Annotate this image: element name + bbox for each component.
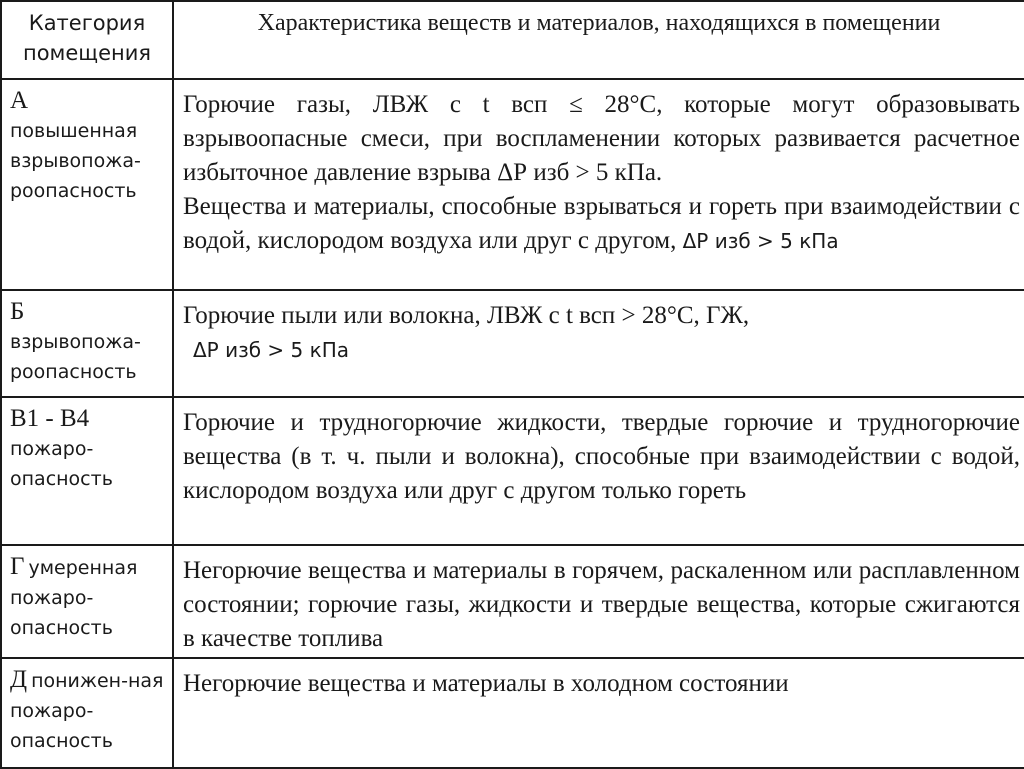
- table-row: [1, 290, 1024, 397]
- category-cell: [1, 545, 173, 658]
- characteristic-text: [183, 333, 1020, 367]
- category-cell: [1, 658, 173, 768]
- characteristic-cell: [173, 658, 1024, 768]
- characteristic-text: [183, 190, 1020, 258]
- pressure-condition: ΔР изб > 5 кПа: [682, 229, 839, 253]
- characteristic-text: Горючие газы, ЛВЖ с t всп ≤ 28°С, которые могут образовывать взрывоопасные смеси, при воспламенении которых развивается расчетное избыточное давление взрыва ΔР изб > 5 кПа.: [183, 91, 1020, 186]
- category-description: умеренная пожаро-опасность: [10, 557, 138, 639]
- category-description: пожаро-опасность: [10, 438, 113, 490]
- category-cell: [1, 290, 173, 397]
- header-category: Категория помещения: [1, 1, 173, 79]
- characteristic-text-part: Вещества и материалы, способные взрываться и гореть при взаимодействии с водой, кислородом воздуха или друг с другом,: [183, 193, 1020, 254]
- category-code: А: [10, 87, 29, 114]
- pressure-condition: ΔР изб > 5 кПа: [193, 338, 349, 362]
- category-description: взрывопожа-роопасность: [10, 331, 141, 383]
- table-row: [1, 545, 1024, 658]
- table-row: [1, 658, 1024, 768]
- characteristic-cell: [173, 290, 1024, 397]
- characteristic-cell: [173, 79, 1024, 290]
- category-cell: [1, 79, 173, 290]
- characteristic-text: Горючие и трудногорючие жидкости, твердые горючие и трудногорючие вещества (в т. ч. пыли и волокна), способные при взаимодействии с водой, кислородом воздуха или друг с другом только гореть: [183, 409, 1020, 504]
- table-row: [1, 79, 1024, 290]
- table-header-row: [1, 1, 1024, 79]
- characteristic-cell: [173, 545, 1024, 658]
- category-code: В1 - В4: [10, 405, 90, 432]
- category-description: понижен-ная пожаро-опасность: [10, 670, 164, 752]
- category-cell: [1, 397, 173, 545]
- category-code: Г: [10, 553, 25, 580]
- category-code: Б: [10, 298, 25, 325]
- category-description: повышенная взрывопожа-роопасность: [10, 120, 141, 202]
- characteristic-text: Горючие пыли или волокна, ЛВЖ с t всп > 28°С, ГЖ,: [183, 302, 750, 329]
- header-characteristic: Характеристика веществ и материалов, находящихся в помещении: [173, 1, 1024, 79]
- characteristic-cell: [173, 397, 1024, 545]
- category-code: Д: [10, 666, 28, 693]
- table-row: [1, 397, 1024, 545]
- characteristic-text: Негорючие вещества и материалы в холодном состоянии: [183, 670, 789, 697]
- characteristic-text: Негорючие вещества и материалы в горячем, раскаленном или расплавленном состоянии; горючие газы, жидкости и твердые вещества, которые сжигаются в качестве топлива: [183, 557, 1020, 652]
